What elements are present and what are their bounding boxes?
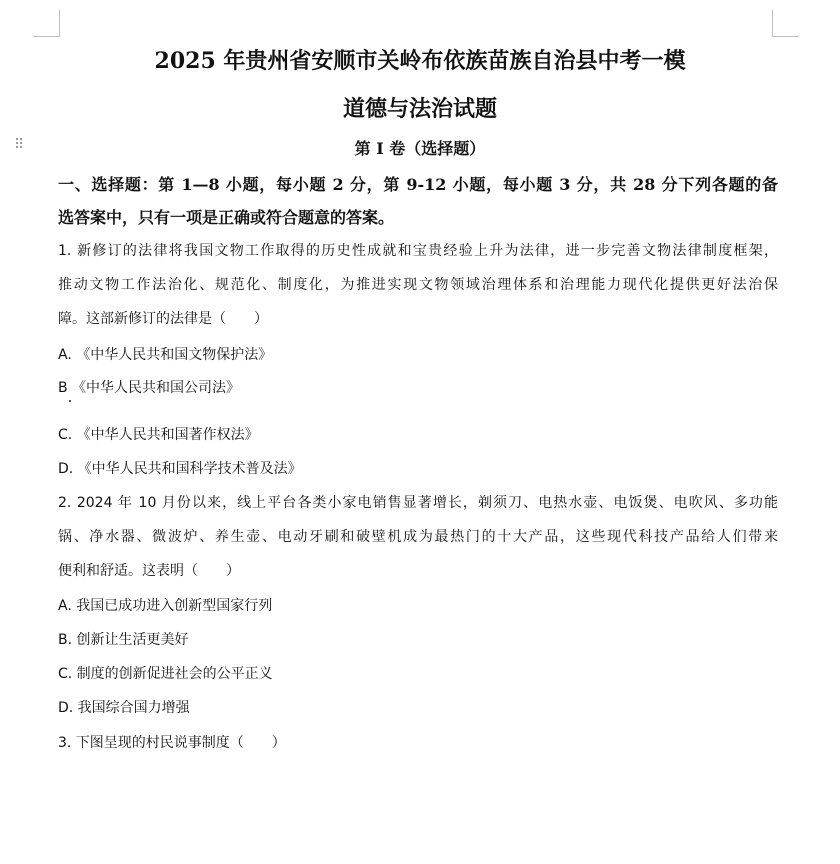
crop-mark-top-right [772, 10, 799, 37]
question-2-line-1: 2. 2024 年 10 月份以来，线上平台各类小家电销售显著增长，剃须刀、电热水壶、电饭煲、电吹风、多功能 [58, 495, 778, 511]
question-2-option-b: B. 创新让生活更美好 [58, 632, 189, 648]
question-3-line-1: 3. 下图呈现的村民说事制度（ ） [58, 735, 286, 751]
question-1-option-d: D. 《中华人民共和国科学技术普及法》 [58, 461, 302, 477]
question-1-option-a: A. 《中华人民共和国文物保护法》 [58, 347, 273, 363]
section-header-line-2: 选答案中，只有一项是正确或符合题意的答案。 [58, 208, 395, 227]
question-2-line-3: 便利和舒适。这表明（ ） [58, 563, 240, 579]
question-2-option-d: D. 我国综合国力增强 [58, 700, 190, 716]
document-subtitle: 道德与法治试题 [342, 96, 497, 122]
document-title: 2025 年贵州省安顺市关岭布依族苗族自治县中考一模 [154, 48, 686, 74]
question-1-line-3: 障。这部新修订的法律是（ ） [58, 311, 268, 327]
question-2-line-2: 锅、净水器、微波炉、养生壶、电动牙刷和破壁机成为最热门的十大产品，这些现代科技产品给人们带来 [58, 529, 778, 545]
question-1-line-1: 1. 新修订的法律将我国文物工作取得的历史性成就和宝贵经验上升为法律，进一步完善文物法律制度框架， [58, 243, 778, 259]
crop-mark-top-left [33, 10, 60, 37]
question-1-option-b: B 《中华人民共和国公司法》 [58, 380, 241, 396]
stray-mark [69, 400, 71, 402]
volume-heading: 第 I 卷（选择题） [354, 139, 486, 158]
question-1-line-2: 推动文物工作法治化、规范化、制度化，为推进实现文物领域治理体系和治理能力现代化提供更好法治保 [58, 277, 778, 293]
question-2-option-a: A. 我国已成功进入创新型国家行列 [58, 598, 273, 614]
drag-handle-icon[interactable]: ⠿ [14, 137, 24, 153]
section-header-line-1: 一、选择题：第 1—8 小题，每小题 2 分，第 9-12 小题，每小题 3 分，共 28 分下列各题的备 [58, 175, 778, 194]
question-2-option-c: C. 制度的创新促进社会的公平正义 [58, 666, 273, 682]
question-1-option-c: C. 《中华人民共和国著作权法》 [58, 427, 259, 443]
